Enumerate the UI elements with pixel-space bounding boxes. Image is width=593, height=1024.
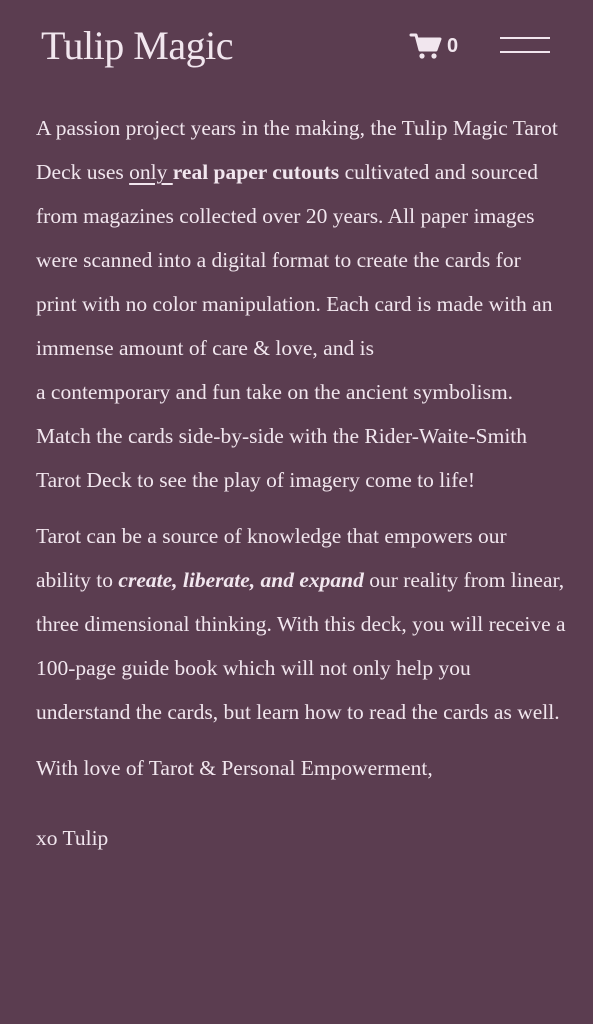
underlined-only: only [129, 160, 173, 184]
closing-line: With love of Tarot & Personal Empowerment, [36, 756, 433, 780]
cart-count: 0 [447, 34, 459, 57]
emphasis-create-liberate-expand: create, liberate, and expand [118, 568, 364, 592]
site-header [0, 0, 593, 100]
cart-button[interactable] [409, 30, 467, 62]
hamburger-menu-icon[interactable] [500, 35, 550, 55]
paragraph-1-text-c: a contemporary and fun take on the ancient symbolism. Match the cards side-by-side with the Rider-Waite-Smith Tarot Deck to see the play of imagery come to life! [36, 380, 528, 492]
bold-real-paper-cutouts: real paper cutouts [172, 160, 340, 184]
description-paragraph-2 [36, 514, 566, 734]
paragraph-1-text-a: A passion project years in the making, the Tulip Magic Tarot Deck uses [36, 116, 558, 184]
main-content [36, 106, 566, 860]
site-logo[interactable]: Tulip Magic [41, 23, 233, 68]
signature: xo Tulip [36, 826, 109, 850]
description-paragraph-1 [36, 106, 566, 502]
paragraph-2-text-b: our reality from linear, three dimensional thinking. With this deck, you will receive a 100-page guide book which will not only help you understand the cards, but learn how to read the cards as well. [36, 568, 566, 724]
menu-line-top [500, 37, 550, 39]
shopping-cart-icon [409, 31, 443, 61]
paragraph-1-text-b: cultivated and sourced from magazines collected over 20 years. All paper images were scanned into a digital format to create the cards for print with no color manipulation. Each card is made with an immense amount of care & love, and is [36, 160, 553, 360]
menu-line-bottom [500, 51, 550, 53]
paragraph-2-text-a: Tarot can be a source of knowledge that empowers our ability to [36, 524, 507, 592]
